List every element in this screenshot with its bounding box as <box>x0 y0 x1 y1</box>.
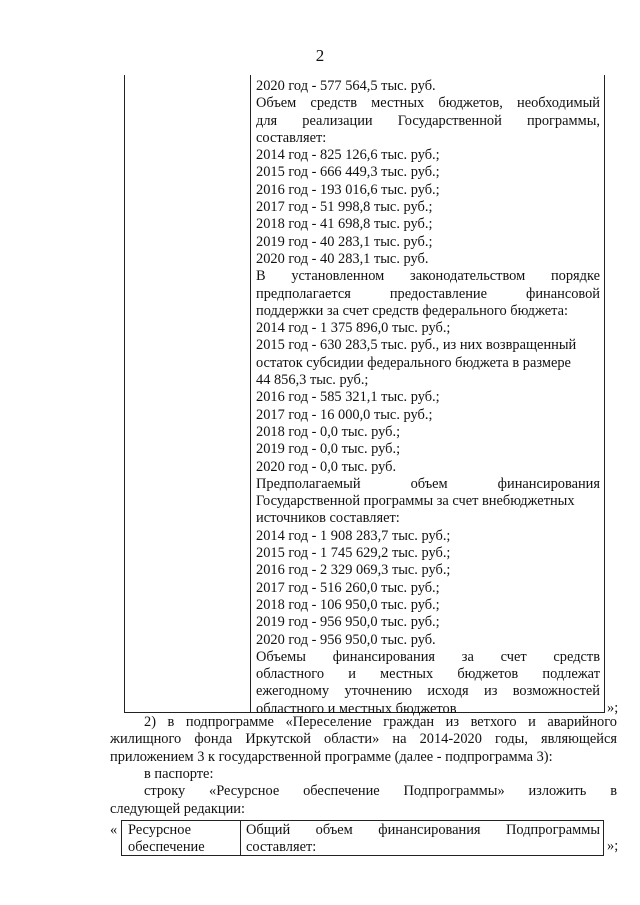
cell-line: ежегодному уточнению исходя из возможностей <box>256 683 600 700</box>
resource-provision-table <box>121 820 604 856</box>
row-value-line: составляет: <box>246 839 317 856</box>
row-header-line: обеспечение <box>128 839 205 855</box>
resource-table-continuation <box>124 75 605 717</box>
cell-line: 2017 год - 516 260,0 тыс. руб.; <box>256 579 440 596</box>
cell-line: 2019 год - 40 283,1 тыс. руб.; <box>256 233 433 250</box>
cell-line: 2015 год - 1 745 629,2 тыс. руб.; <box>256 545 451 562</box>
cell-line: остаток субсидии федерального бюджета в размере <box>256 354 571 371</box>
cell-line: 2020 год - 0,0 тыс. руб. <box>256 458 397 475</box>
cell-line: 2018 год - 106 950,0 тыс. руб.; <box>256 596 440 613</box>
row-value-cell <box>246 822 600 856</box>
cell-line: областного и местных бюджетов подлежат <box>256 666 600 683</box>
cell-line: 2018 год - 41 698,8 тыс. руб.; <box>256 216 433 233</box>
cell-line: В установленном законодательством порядке <box>256 268 600 285</box>
cell-line: 2016 год - 585 321,1 тыс. руб.; <box>256 389 440 406</box>
amendment-text <box>110 714 617 818</box>
cell-line: 2016 год - 193 016,6 тыс. руб.; <box>256 181 440 198</box>
cell-line: 2017 год - 16 000,0 тыс. руб.; <box>256 406 433 423</box>
row-value-line: Общий объем финансирования Подпрограммы <box>246 822 600 838</box>
body-line: в паспорте: <box>144 766 214 782</box>
cell-line: 2014 год - 1 375 896,0 тыс. руб.; <box>256 320 451 337</box>
cell-line: 2020 год - 40 283,1 тыс. руб. <box>256 250 429 267</box>
cell-line: 2014 год - 825 126,6 тыс. руб.; <box>256 147 440 164</box>
cell-line: источников составляет: <box>256 510 400 527</box>
cell-line: Предполагаемый объем финансирования <box>256 475 600 492</box>
cell-line: областного и местных бюджетов <box>256 700 457 717</box>
cell-line: 44 856,3 тыс. руб.; <box>256 372 369 389</box>
bottom-table-open-quote: « <box>110 822 118 838</box>
cell-line: 2019 год - 0,0 тыс. руб.; <box>256 441 401 458</box>
cell-line: 2018 год - 0,0 тыс. руб.; <box>256 423 401 440</box>
cell-line: 2017 год - 51 998,8 тыс. руб.; <box>256 199 433 216</box>
page-number: 2 <box>315 46 325 65</box>
cell-line: предполагается предоставление финансовой <box>256 285 600 302</box>
cell-line: 2016 год - 2 329 069,3 тыс. руб.; <box>256 562 451 579</box>
cell-line: для реализации Государственной программы, <box>256 112 600 129</box>
cell-line: поддержки за счет средств федерального бюджета: <box>256 302 568 319</box>
cell-line: 2020 год - 956 950,0 тыс. руб. <box>256 631 436 648</box>
body-line: следующей редакции: <box>110 800 245 817</box>
bottom-table-close-quote: »; <box>607 838 619 854</box>
body-line: жилищного фонда Иркутской области» на 2014-2020 годы, являющейся <box>110 731 617 748</box>
row-header-line: Ресурсное <box>128 822 191 838</box>
table-column-divider <box>240 821 241 855</box>
row-header-cell <box>128 822 234 856</box>
cell-line: Государственной программы за счет внебюджетных <box>256 493 575 510</box>
cell-line: 2020 год - 577 564,5 тыс. руб. <box>256 78 436 94</box>
cell-line: 2015 год - 666 449,3 тыс. руб.; <box>256 164 440 181</box>
body-line: 2) в подпрограмме «Переселение граждан из ветхого и аварийного <box>144 714 617 730</box>
cell-line: Объем средств местных бюджетов, необходимый <box>256 95 600 112</box>
cell-line: 2014 год - 1 908 283,7 тыс. руб.; <box>256 527 451 544</box>
cell-line: Объемы финансирования за счет средств <box>256 648 600 665</box>
table-cell-content <box>256 78 600 718</box>
table-close-quote: »; <box>607 700 619 716</box>
body-line: строку «Ресурсное обеспечение Подпрограммы» изложить в <box>144 783 617 800</box>
cell-line: составляет: <box>256 129 327 146</box>
cell-line: 2015 год - 630 283,5 тыс. руб., из них возвращенный <box>256 337 577 354</box>
table-column-divider <box>250 75 251 712</box>
cell-line: 2019 год - 956 950,0 тыс. руб.; <box>256 614 440 631</box>
body-line: приложением 3 к государственной программе (далее - подпрограмма 3): <box>110 748 553 765</box>
